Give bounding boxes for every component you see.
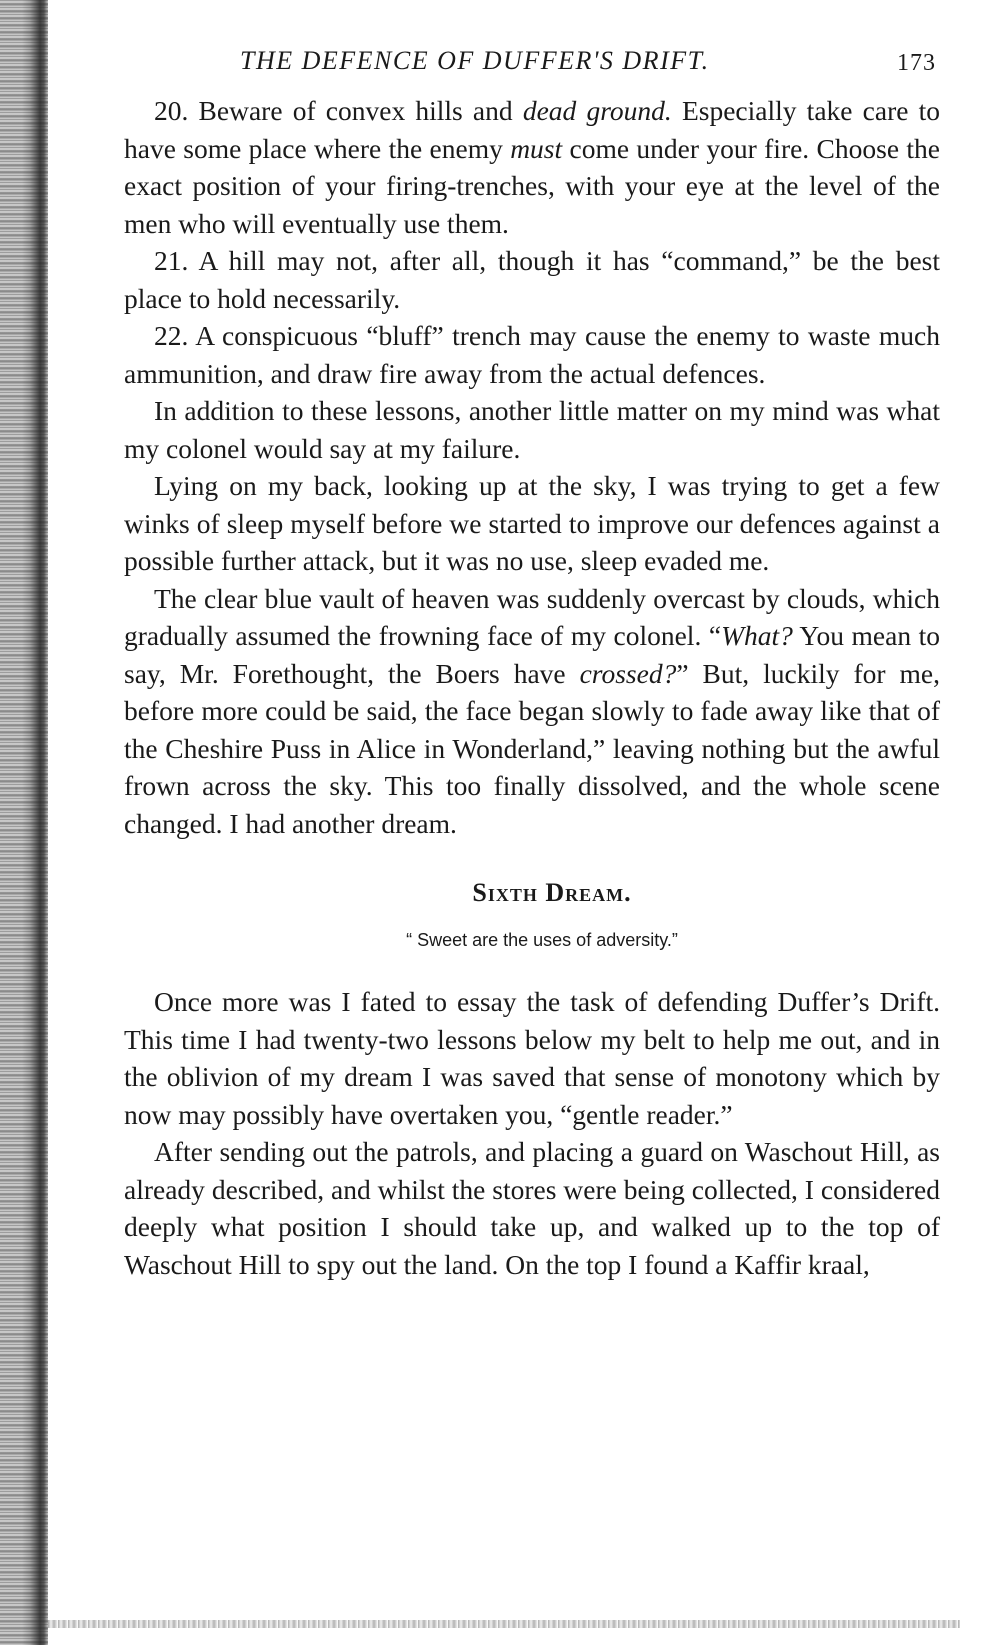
lesson-21: 21. A hill may not, after all, though it has “command,” be the best place to hold necessarily. [124, 245, 940, 314]
page-binding-shadow [0, 0, 48, 1645]
paragraph-after: After sending out the patrols, and placing a guard on Waschout Hill, as already described, and whilst the stores were being collected, I considered deeply what position I should take up, and walked up to the top of Waschout Hill to spy out the land. On the top I found a Kaffir kraal, [124, 1136, 940, 1280]
running-title: THE DEFENCE OF DUFFER'S DRIFT. [240, 46, 710, 75]
epigraph: “ Sweet are the uses of adversity.” [406, 930, 678, 950]
paragraph-vault: The clear blue vault of heaven was suddenly overcast by clouds, which gradually assumed the frowning face of my colonel. “What? You mean to say, Mr. Forethought, the Boers have crossed?” But, luckily for me, before more could be said, the face began slowly to fade away like that of the Cheshire Puss in Alice in Wonderland,” leaving nothing but the awful frown across the sky. This too finally dissolved, and the whole scene changed. I had another dream. [124, 582, 940, 839]
lesson-20: 20. Beware of convex hills and dead ground. Especially take care to have some place where the enemy must come under your fire. Choose the exact position of your firing-trenches, with your eye at the level of the men who will eventually use them. [124, 95, 940, 239]
section-spacer-bottom [124, 951, 940, 983]
book-page [124, 40, 940, 1283]
running-head [124, 40, 940, 92]
section-heading: Sixth Dream. [472, 878, 632, 907]
paragraph-lying: Lying on my back, looking up at the sky, I was trying to get a few winks of sleep myself before we started to improve our defences against a possible further attack, but it was no use, sleep evaded me. [124, 470, 940, 576]
page-number: 173 [897, 50, 936, 76]
paragraph-addition: In addition to these lessons, another little matter on my mind was what my colonel would say at my failure. [124, 395, 940, 464]
paragraph-once-more: Once more was I fated to essay the task of defending Duffer’s Drift. This time I had twenty-two lessons below my belt to help me out, and in the oblivion of my dream I was saved that sense of monotony which by now may possibly have overtaken you, “gentle reader.” [124, 986, 940, 1130]
lesson-22: 22. A conspicuous “bluff” trench may cause the enemy to waste much ammunition, and draw fire away from the actual defences. [124, 320, 940, 389]
section-spacer-top [124, 842, 940, 878]
page-bottom-edge [48, 1620, 960, 1628]
